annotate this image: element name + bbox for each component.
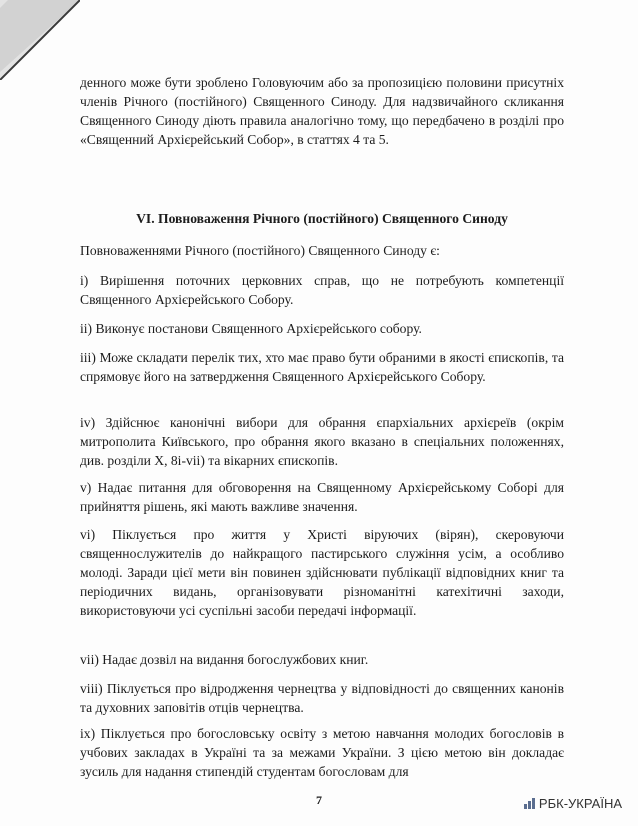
watermark-text: РБК-УКРАЇНА [538, 796, 622, 811]
watermark [524, 796, 622, 811]
list-item-v: v) Надає питання для обговорення на Священному Архієрейському Соборі для прийняття рішень, які мають важливе значення. [80, 480, 564, 514]
section-heading: VI. Повноваження Річного (постійного) Священного Синоду [136, 211, 508, 226]
list-item-vii: vii) Надає дозвіл на видання богослужбових книг. [80, 652, 369, 667]
paragraph-intro: Повноваженнями Річного (постійного) Священного Синоду є: [80, 243, 440, 258]
list-item-iii: iii) Може складати перелік тих, хто має право бути обраними в якості єпископів, та спрямовує його на затвердження Священного Архієрейського Собору. [80, 350, 564, 384]
paragraph-continuation: денного може бути зроблено Головуючим або за пропозицією половини присутніх членів Річного (постійного) Священного Синоду. Для надзвичайного скликання Священного Синоду діють правила аналогічно тому, що передбачено в розділі про «Священний Архієрейський Собор», в статтях 4 та 5. [80, 75, 564, 147]
page-number: 7 [316, 793, 322, 807]
page-corner-fold [0, 0, 80, 80]
list-item-viii: viii) Піклується про відродження чернецтва у відповідності до священних канонів та духовних заповітів отців чернецтва. [80, 681, 564, 715]
list-item-ix: ix) Піклується про богословську освіту з метою навчання молодих богословів в учбових закладах в Україні та за межами України. З цією метою він докладає зусиль для надання стипендій студентам богословам для [80, 726, 564, 779]
bar-chart-logo-icon [524, 798, 535, 809]
list-item-iv: iv) Здійснює канонічні вибори для обрання єпархіальних архієреїв (окрім митрополита Київського, про обрання якого вказано в спеціальних положеннях, див. розділи X, 8і-vii) та вікарних єпископів. [80, 415, 564, 468]
list-item-ii: ii) Виконує постанови Священного Архієрейського собору. [80, 321, 422, 336]
list-item-i: i) Вирішення поточних церковних справ, що не потребують компетенції Священного Архієрейського Собору. [80, 273, 564, 307]
list-item-vi: vi) Піклується про життя у Христі віруючих (вірян), скеровуючи священнослужителів до найкращого пастирського служіння усім, а особливо молоді. Заради цієї мети він повинен здійснювати публікації відповідних книг та періодичних видань, організовувати різноманітні катехітичні заходи, використовуючи усі суспільні засоби передачі інформації. [80, 527, 564, 618]
